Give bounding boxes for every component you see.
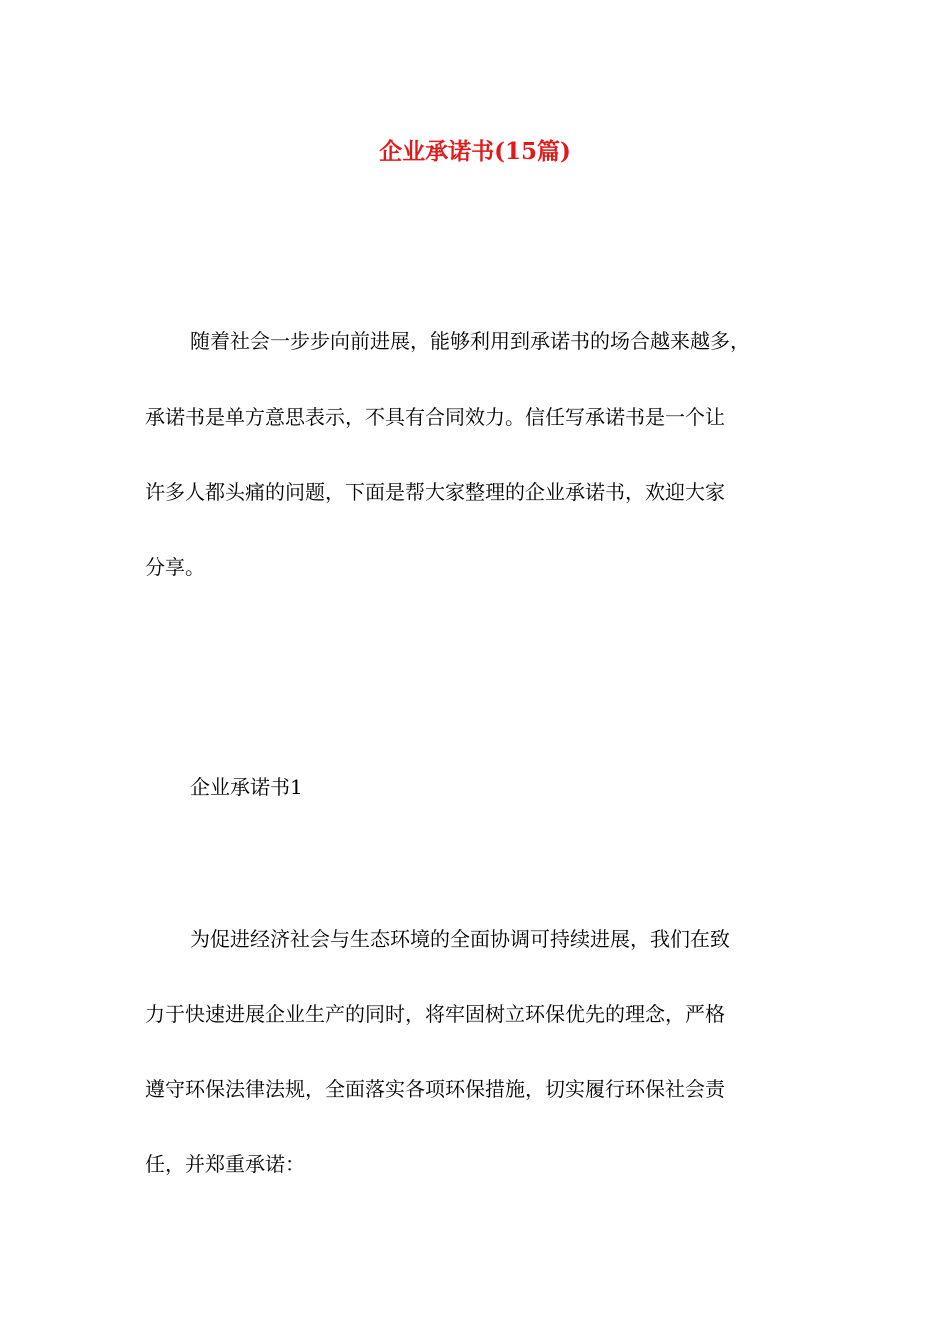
section-heading: 企业承诺书1 — [190, 775, 303, 799]
intro-line-4: 分享。 — [145, 555, 205, 579]
section-line-2: 力于快速进展企业生产的同时，将牢固树立环保优先的理念，严格 — [145, 1002, 725, 1026]
section-line-3: 遵守环保法律法规，全面落实各项环保措施，切实履行环保社会责 — [145, 1077, 725, 1101]
intro-line-2: 承诺书是单方意思表示，不具有合同效力。信任写承诺书是一个让 — [145, 405, 725, 429]
intro-line-3: 许多人都头痛的问题，下面是帮大家整理的企业承诺书，欢迎大家 — [145, 480, 725, 504]
section-line-1: 为促进经济社会与生态环境的全面协调可持续进展，我们在致 — [190, 927, 730, 951]
section-line-4: 任，并郑重承诺： — [145, 1152, 305, 1176]
document-title: 企业承诺书(15篇) — [379, 138, 571, 165]
intro-line-1: 随着社会一步步向前进展，能够利用到承诺书的场合越来越多， — [190, 329, 750, 353]
